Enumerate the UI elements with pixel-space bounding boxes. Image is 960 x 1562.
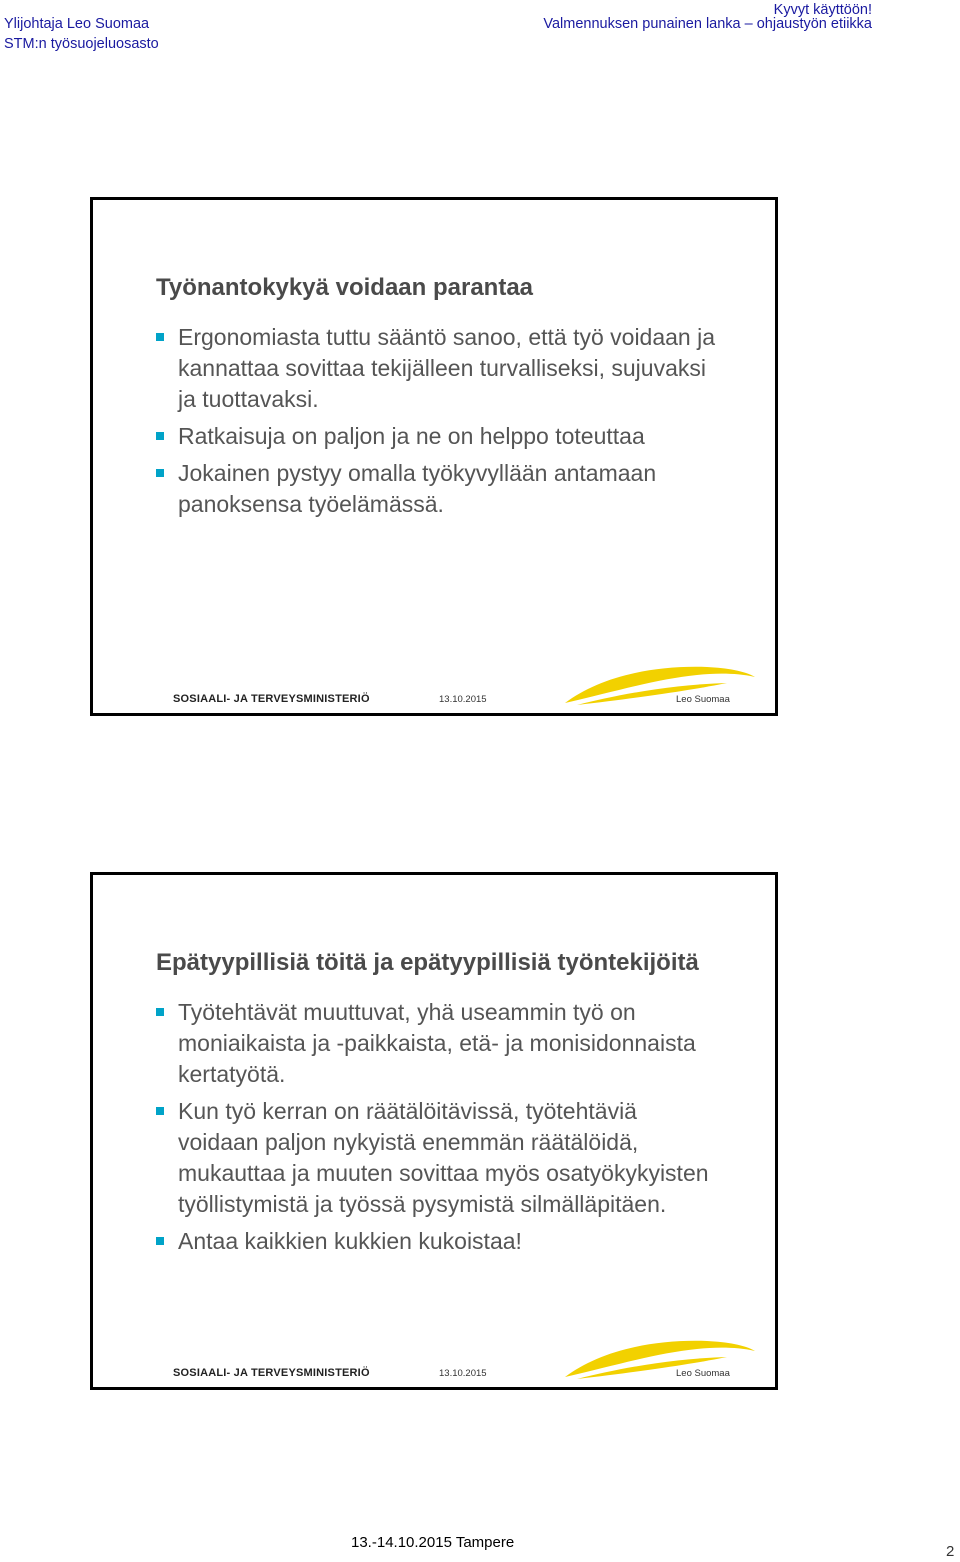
document-header-right [543, 2, 872, 34]
ministry-logo: SOSIAALI- JA TERVEYSMINISTERIÖ [173, 693, 370, 705]
slide-1 [90, 197, 778, 716]
bullet-item [156, 421, 718, 452]
bullet-item [156, 458, 718, 520]
slide-title: Työnantokykyä voidaan parantaa [156, 274, 534, 301]
bullet-text: Työtehtävät muuttuvat, yhä useammin työ on moniaikaista ja -paikkaista, etä- ja monisidonnaista kertatyötä. [178, 999, 696, 1087]
slide-author: Leo Suomaa [676, 694, 730, 705]
bullet-text: Ergonomiasta tuttu sääntö sanoo, että työ voidaan ja kannattaa sovittaa tekijälleen turvalliseksi, sujuvaksi ja tuottavaksi. [178, 324, 716, 412]
bullet-marker-icon [156, 469, 164, 477]
slide-title: Epätyypillisiä töitä ja epätyypillisiä työntekijöitä [156, 949, 699, 976]
bullet-item [156, 997, 718, 1090]
bullet-text: Antaa kaikkien kukkien kukoistaa! [178, 1228, 522, 1254]
bullet-list [156, 322, 718, 526]
slide-date: 13.10.2015 [439, 1368, 487, 1379]
bullet-item [156, 1226, 718, 1257]
slide-2 [90, 872, 778, 1390]
bullet-marker-icon [156, 333, 164, 341]
slide-author: Leo Suomaa [676, 1368, 730, 1379]
slide-date: 13.10.2015 [439, 694, 487, 705]
header-department: STM:n työsuojeluosasto [4, 36, 159, 52]
bullet-item [156, 1096, 718, 1220]
page-number: 2 [946, 1543, 955, 1560]
swoosh-logo-icon [557, 1335, 757, 1381]
bullet-marker-icon [156, 1107, 164, 1115]
header-session-title: Valmennuksen punainen lanka – ohjaustyön etiikka [543, 16, 872, 32]
bullet-list [156, 997, 718, 1263]
bullet-text: Ratkaisuja on paljon ja ne on helppo toteuttaa [178, 423, 645, 449]
bullet-text: Kun työ kerran on räätälöitävissä, työtehtäviä voidaan paljon nykyistä enemmän räätälöidä, mukauttaa ja muuten sovittaa myös osatyökykyisten työllistymistä ja työssä pysymistä silmälläpitäen. [178, 1098, 709, 1217]
header-event-title: Kyvyt käyttöön! [773, 2, 872, 18]
page-footer: 13.-14.10.2015 Tampere [351, 1534, 515, 1551]
swoosh-logo-icon [557, 661, 757, 707]
ministry-logo: SOSIAALI- JA TERVEYSMINISTERIÖ [173, 1367, 370, 1379]
bullet-item [156, 322, 718, 415]
header-author: Ylijohtaja Leo Suomaa [4, 16, 150, 32]
bullet-marker-icon [156, 1008, 164, 1016]
bullet-marker-icon [156, 1237, 164, 1245]
document-header-left [4, 14, 159, 54]
bullet-text: Jokainen pystyy omalla työkyvyllään antamaan panoksensa työelämässä. [178, 460, 657, 517]
bullet-marker-icon [156, 432, 164, 440]
